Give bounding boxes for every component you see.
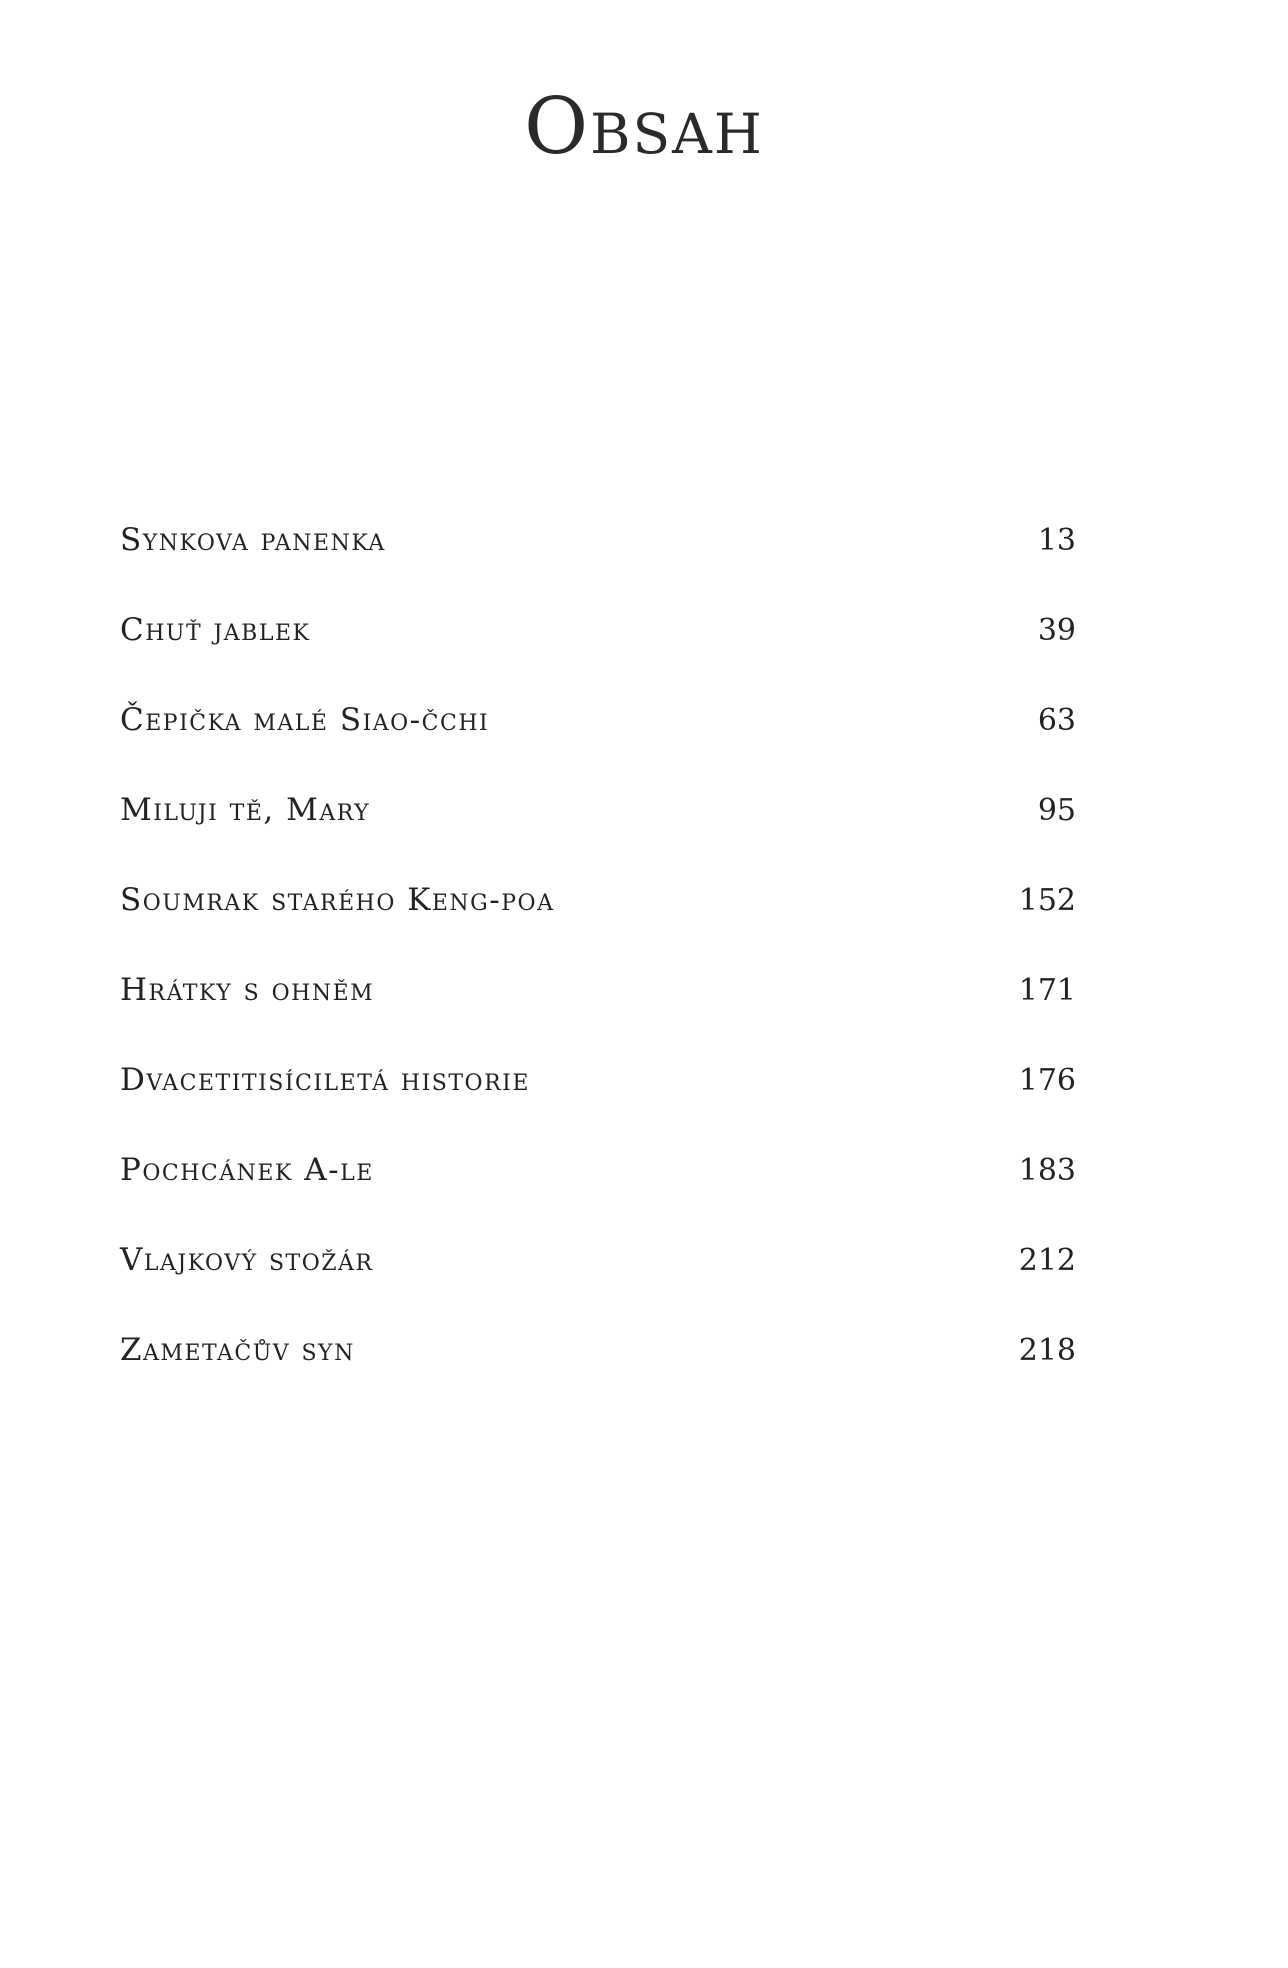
toc-entry [120, 495, 1080, 585]
toc-entry-page: 212 [1018, 1242, 1076, 1278]
toc-entry-title: Čepička malé Siao-čchi [120, 702, 490, 738]
toc-entry-title: Hrátky s ohněm [120, 972, 375, 1008]
toc-entry [120, 585, 1080, 675]
toc-entry-page: 63 [1037, 702, 1076, 738]
toc-entry-page: 218 [1018, 1332, 1076, 1368]
toc-entry [120, 765, 1080, 855]
toc-entry-page: 13 [1037, 522, 1076, 558]
toc-entry-title: Vlajkový stožár [120, 1242, 374, 1278]
toc-entry-page: 176 [1018, 1062, 1076, 1098]
toc-entry-title: Pochcánek A-le [120, 1152, 374, 1188]
toc-entry-page: 152 [1018, 882, 1076, 918]
toc-entry-title: Zametačův syn [120, 1332, 355, 1368]
toc-entry-title: Soumrak starého Keng-poa [120, 882, 555, 918]
toc-entry [120, 675, 1080, 765]
toc-entry-page: 183 [1018, 1152, 1076, 1188]
toc-entry [120, 945, 1080, 1035]
toc-entry-title: Miluji tě, Mary [120, 792, 371, 828]
toc-entry-title: Chuť jablek [120, 612, 311, 648]
toc-entry-page: 171 [1018, 972, 1076, 1008]
toc-entry [120, 1305, 1080, 1395]
toc-entry-title: Synkova panenka [120, 522, 386, 558]
toc-entry [120, 855, 1080, 945]
toc-entry-title: Dvacetitisíciletá historie [120, 1062, 530, 1098]
table-of-contents [120, 495, 1080, 1395]
toc-entry [120, 1125, 1080, 1215]
page-title: Obsah [524, 82, 764, 172]
toc-entry-page: 39 [1037, 612, 1076, 648]
toc-entry [120, 1215, 1080, 1305]
toc-entry [120, 1035, 1080, 1125]
toc-entry-page: 95 [1037, 792, 1076, 828]
